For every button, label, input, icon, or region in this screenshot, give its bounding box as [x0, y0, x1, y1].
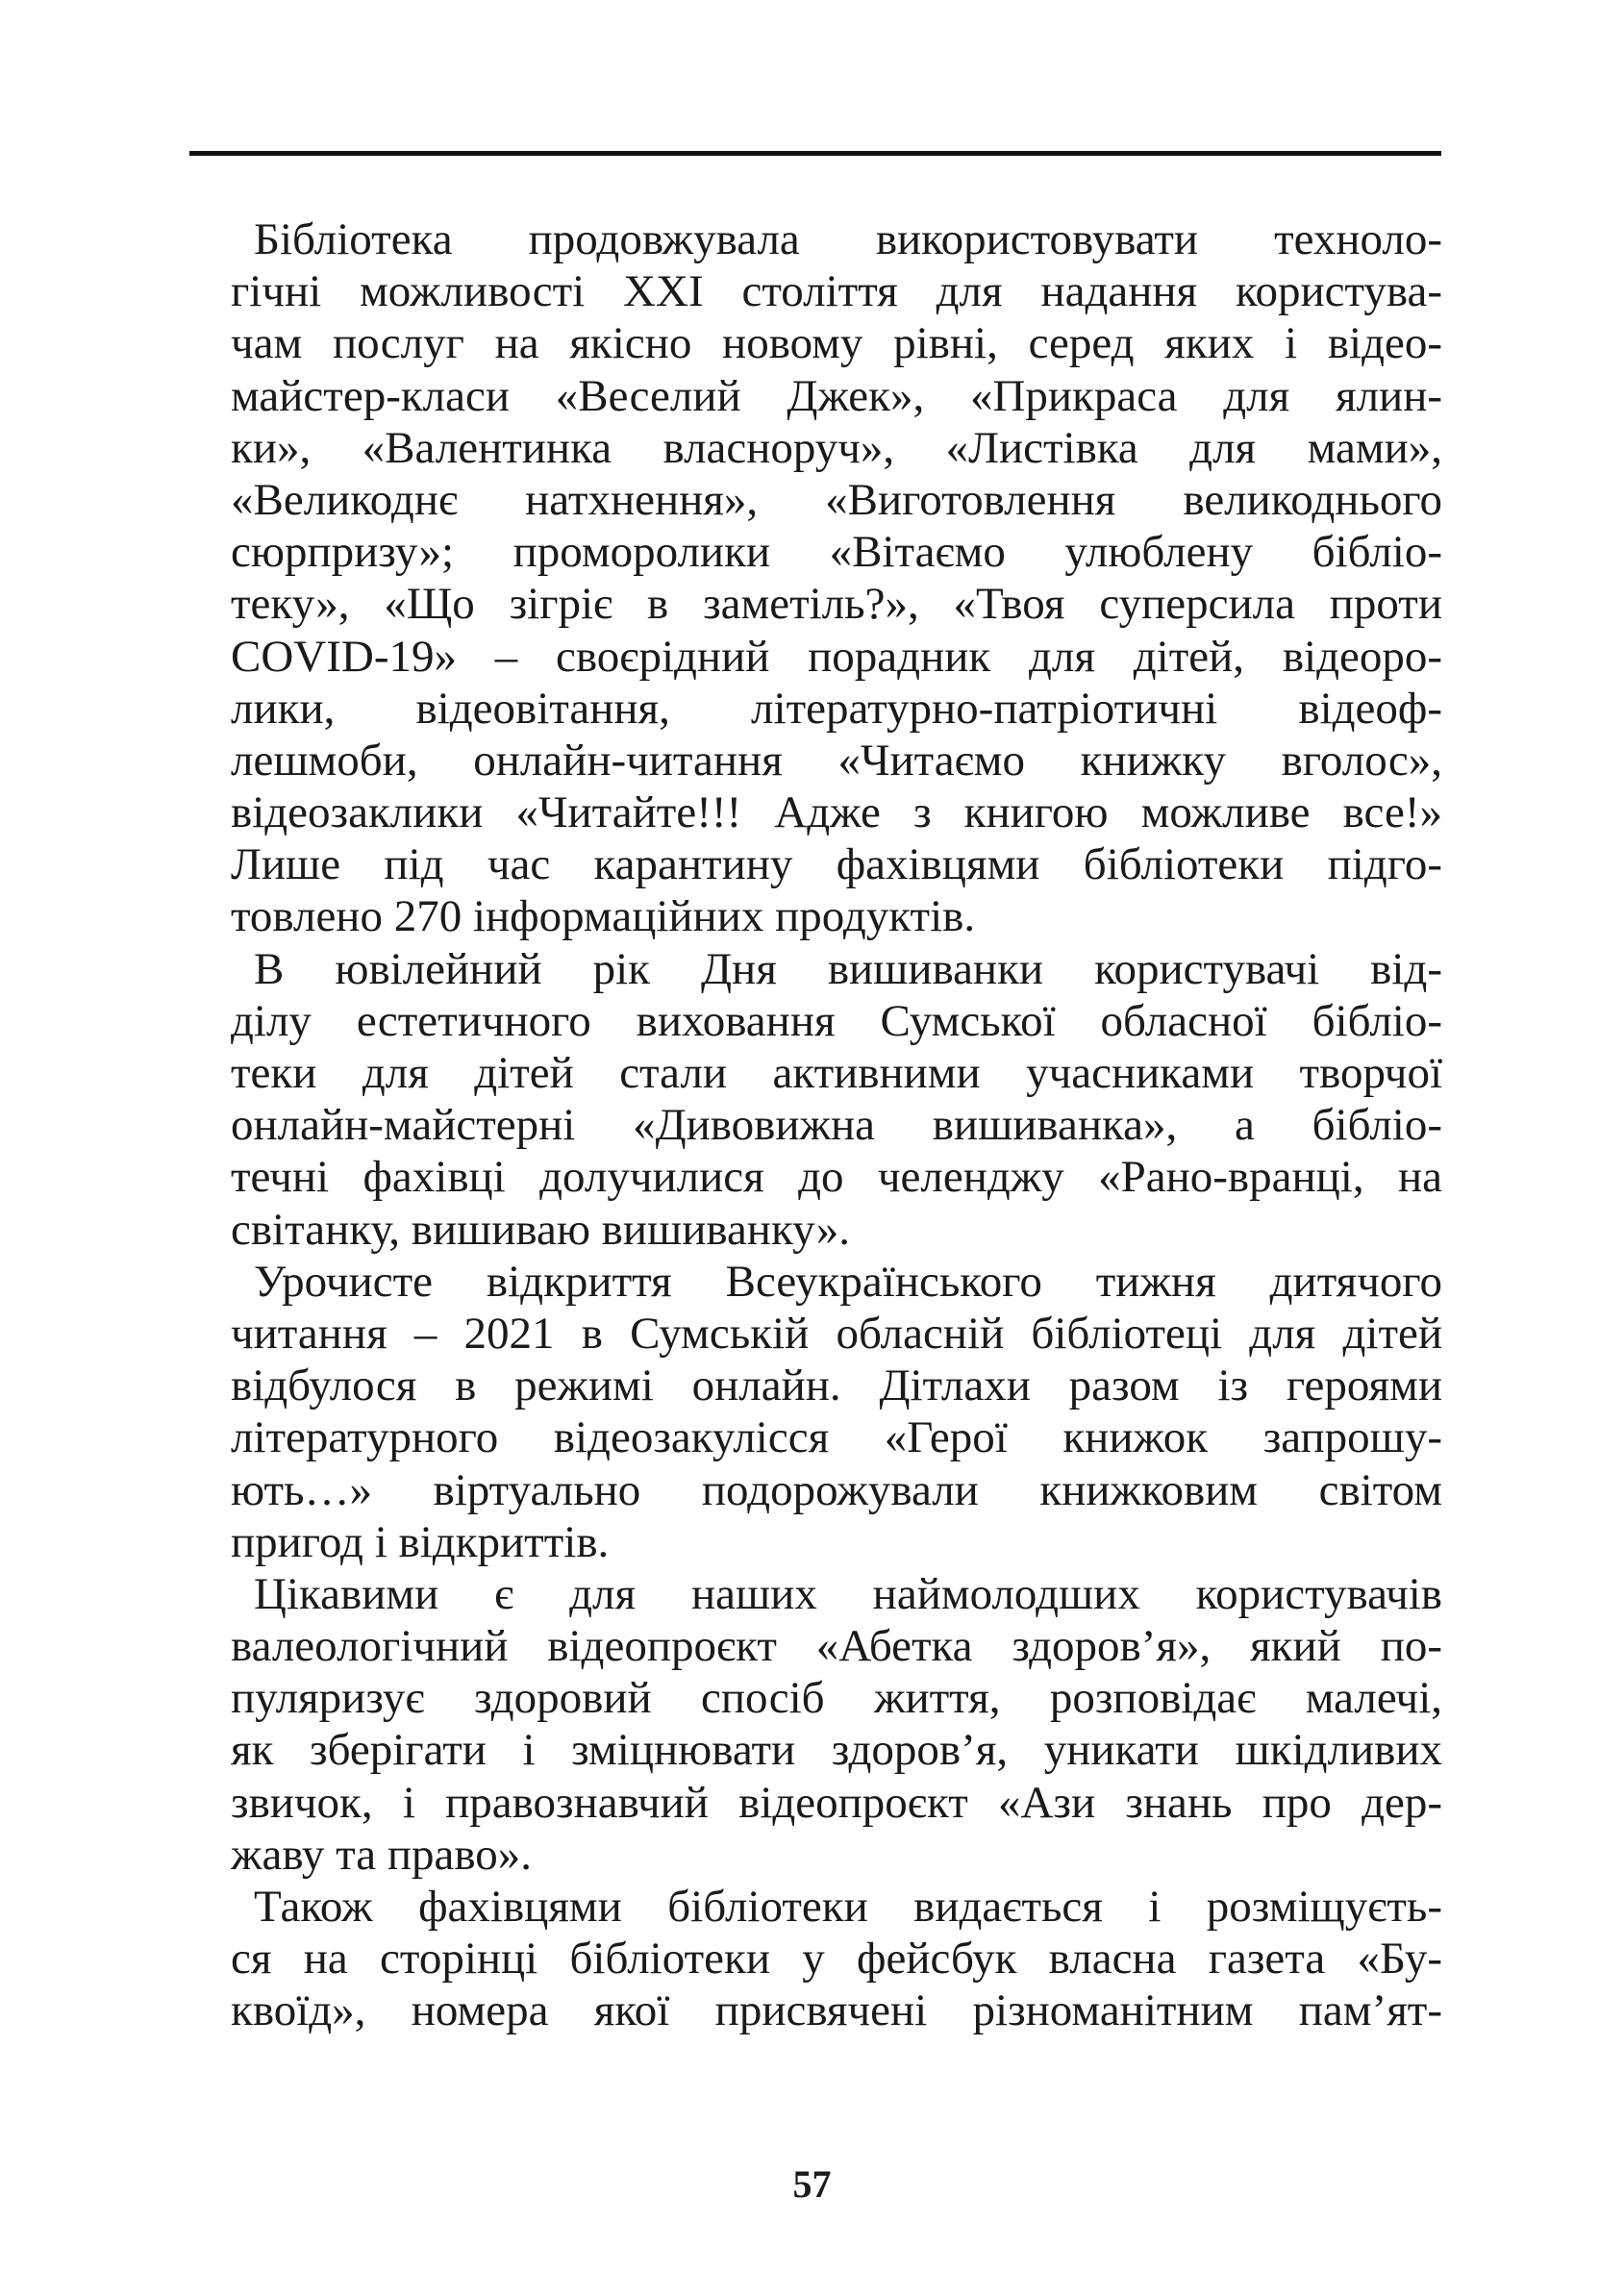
- text-line: ки», «Валентинка власноруч», «Листівка для мами»,: [231, 422, 1442, 473]
- text-line: чам послуг на якісно новому рівні, серед яких і відео-: [231, 318, 1442, 369]
- text-line: сюрпризу»; проморолики «Вітаємо улюблену бібліо-: [231, 527, 1442, 578]
- text-line: пригод і відкриттів.: [231, 1516, 610, 1567]
- page-number: 57: [792, 2162, 832, 2206]
- text-line: квоїд», номера якої присвячені різноманітним пам’ят-: [231, 1985, 1442, 2036]
- text-line: майстер-класи «Веселий Джек», «Прикраса для ялин-: [231, 370, 1442, 421]
- text-line: лешмоби, онлайн-читання «Читаємо книжку вголос»,: [231, 735, 1442, 786]
- text-line: валеологічний відеопроєкт «Абетка здоров’я», який по-: [231, 1621, 1442, 1672]
- text-line: Лише під час карантину фахівцями бібліотеки підго-: [231, 839, 1442, 890]
- text-line: ділу естетичного виховання Сумської обласної бібліо-: [231, 995, 1442, 1046]
- text-line: літературного відеозакулісся «Герої книжок запрошу-: [231, 1412, 1442, 1463]
- header-rule: [189, 151, 1441, 156]
- text-line: відеозаклики «Читайте!!! Адже з книгою можливе все!»: [231, 787, 1442, 838]
- paragraph: [231, 1881, 1442, 2037]
- text-line: теки для дітей стали активними учасниками творчої: [231, 1048, 1442, 1098]
- text-line: лики, відеовітання, літературно-патріотичні відеоф-: [231, 683, 1442, 734]
- paragraph: [231, 1256, 1442, 1568]
- text-line: В ювілейний рік Дня вишиванки користувачі від-: [254, 943, 1442, 994]
- text-line: гічні можливості XXI століття для надання користува-: [231, 266, 1442, 317]
- text-line: COVID-19» – своєрідний порадник для дітей, відеоро-: [231, 631, 1442, 682]
- paragraph: [231, 1568, 1442, 1881]
- text-line: теку», «Що зігріє в заметіль?», «Твоя суперсила проти: [231, 579, 1442, 630]
- paragraph: [231, 213, 1442, 943]
- text-line: пуляризує здоровий спосіб життя, розповідає малечі,: [231, 1673, 1442, 1724]
- text-line: ють…» віртуально подорожували книжковим світом: [231, 1464, 1442, 1515]
- text-line: жаву та право».: [231, 1829, 533, 1880]
- text-line: звичок, і правознавчий відеопроєкт «Ази знань про дер-: [231, 1777, 1442, 1828]
- text-line: відбулося в режимі онлайн. Дітлахи разом із героями: [231, 1361, 1442, 1411]
- text-line: онлайн-майстерні «Дивовижна вишиванка», а бібліо-: [231, 1100, 1442, 1151]
- text-line: Урочисте відкриття Всеукраїнського тижня дитячого: [254, 1256, 1442, 1307]
- paragraph: [231, 943, 1442, 1256]
- text-line: світанку, вишиваю вишиванку».: [231, 1204, 851, 1255]
- text-line: Також фахівцями бібліотеки видається і розміщуєть-: [254, 1882, 1442, 1932]
- text-line: Бібліотека продовжувала використовувати техноло-: [254, 214, 1442, 264]
- text-line: ся на сторінці бібліотеки у фейсбук власна газета «Бу-: [231, 1934, 1442, 1985]
- text-line: товлено 270 інформаційних продуктів.: [231, 891, 976, 942]
- text-line: Цікавими є для наших наймолодших користувачів: [254, 1568, 1442, 1619]
- text-line: читання – 2021 в Сумській обласній бібліотеці для дітей: [231, 1308, 1442, 1359]
- text-line: як зберігати і зміцнювати здоров’я, уникати шкідливих: [231, 1725, 1442, 1776]
- body-text: [231, 213, 1442, 2037]
- text-line: «Великоднє натхнення», «Виготовлення великоднього: [231, 474, 1442, 525]
- text-line: течні фахівці долучилися до челенджу «Рано-вранці, на: [231, 1152, 1442, 1203]
